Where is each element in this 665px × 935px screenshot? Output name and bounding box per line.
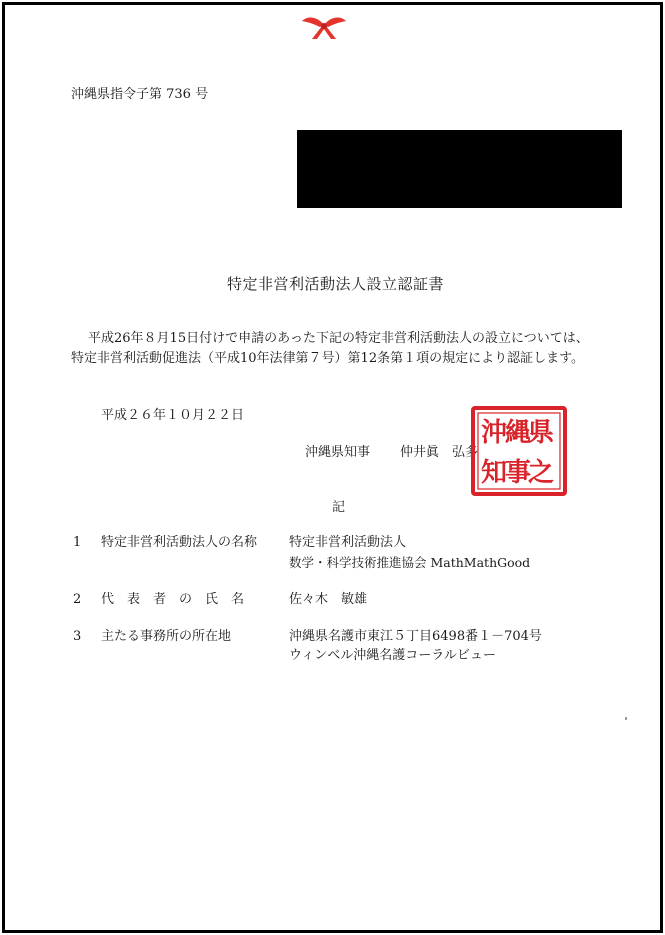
ki-heading: 記 (332, 500, 346, 515)
seal-char-4: 之 (527, 458, 555, 488)
item-2-value-1: 佐々木 敏雄 (289, 592, 368, 607)
official-seal-icon (470, 405, 568, 497)
item-1-value-2: 数学・科学技術推進協会 MathMathGood (289, 555, 531, 570)
seal-char-3: 沖 (480, 418, 508, 448)
issuer-title: 沖縄県知事 (305, 445, 371, 460)
seal-char-6: 知 (480, 458, 508, 488)
document-title: 特定非営利活動法人設立認証書 (227, 275, 445, 293)
document-frame (2, 2, 663, 933)
item-1-value-1: 特定非営利活動法人 (289, 535, 407, 550)
seal-char-2: 縄 (504, 418, 532, 448)
item-1-label: 特定非営利活動法人の名称 (101, 535, 258, 550)
issuer-name: 仲井眞 弘多 (400, 445, 479, 460)
item-3-value-1: 沖縄県名護市東江５丁目6498番１－704号 (289, 629, 542, 644)
item-3-label: 主たる事務所の所在地 (101, 629, 232, 644)
seal-char-1: 県 (527, 418, 555, 448)
body-line-2: 特定非営利活動促進法（平成10年法律第７号）第12条第１項の規定により認証します。 (71, 351, 585, 366)
item-3-number: 3 (73, 629, 82, 644)
issue-date: 平成２６年１０月２２日 (101, 408, 245, 423)
item-3-value-2: ウィンベル沖縄名護コーラルビュー (289, 648, 496, 663)
ribbon-seal-icon (300, 13, 348, 41)
document-number: 沖縄県指令子第 736 号 (71, 87, 209, 102)
body-line-1: 平成26年８月15日付けで申請のあった下記の特定非営利活動法人の設立については、 (88, 331, 589, 346)
item-2-number: 2 (73, 592, 82, 607)
item-2-label: 代 表 者 の 氏 名 (101, 592, 245, 607)
redacted-address-block (297, 130, 622, 208)
seal-char-5: 事 (504, 458, 532, 488)
scan-speck (625, 717, 627, 720)
item-1-number: 1 (73, 535, 82, 550)
